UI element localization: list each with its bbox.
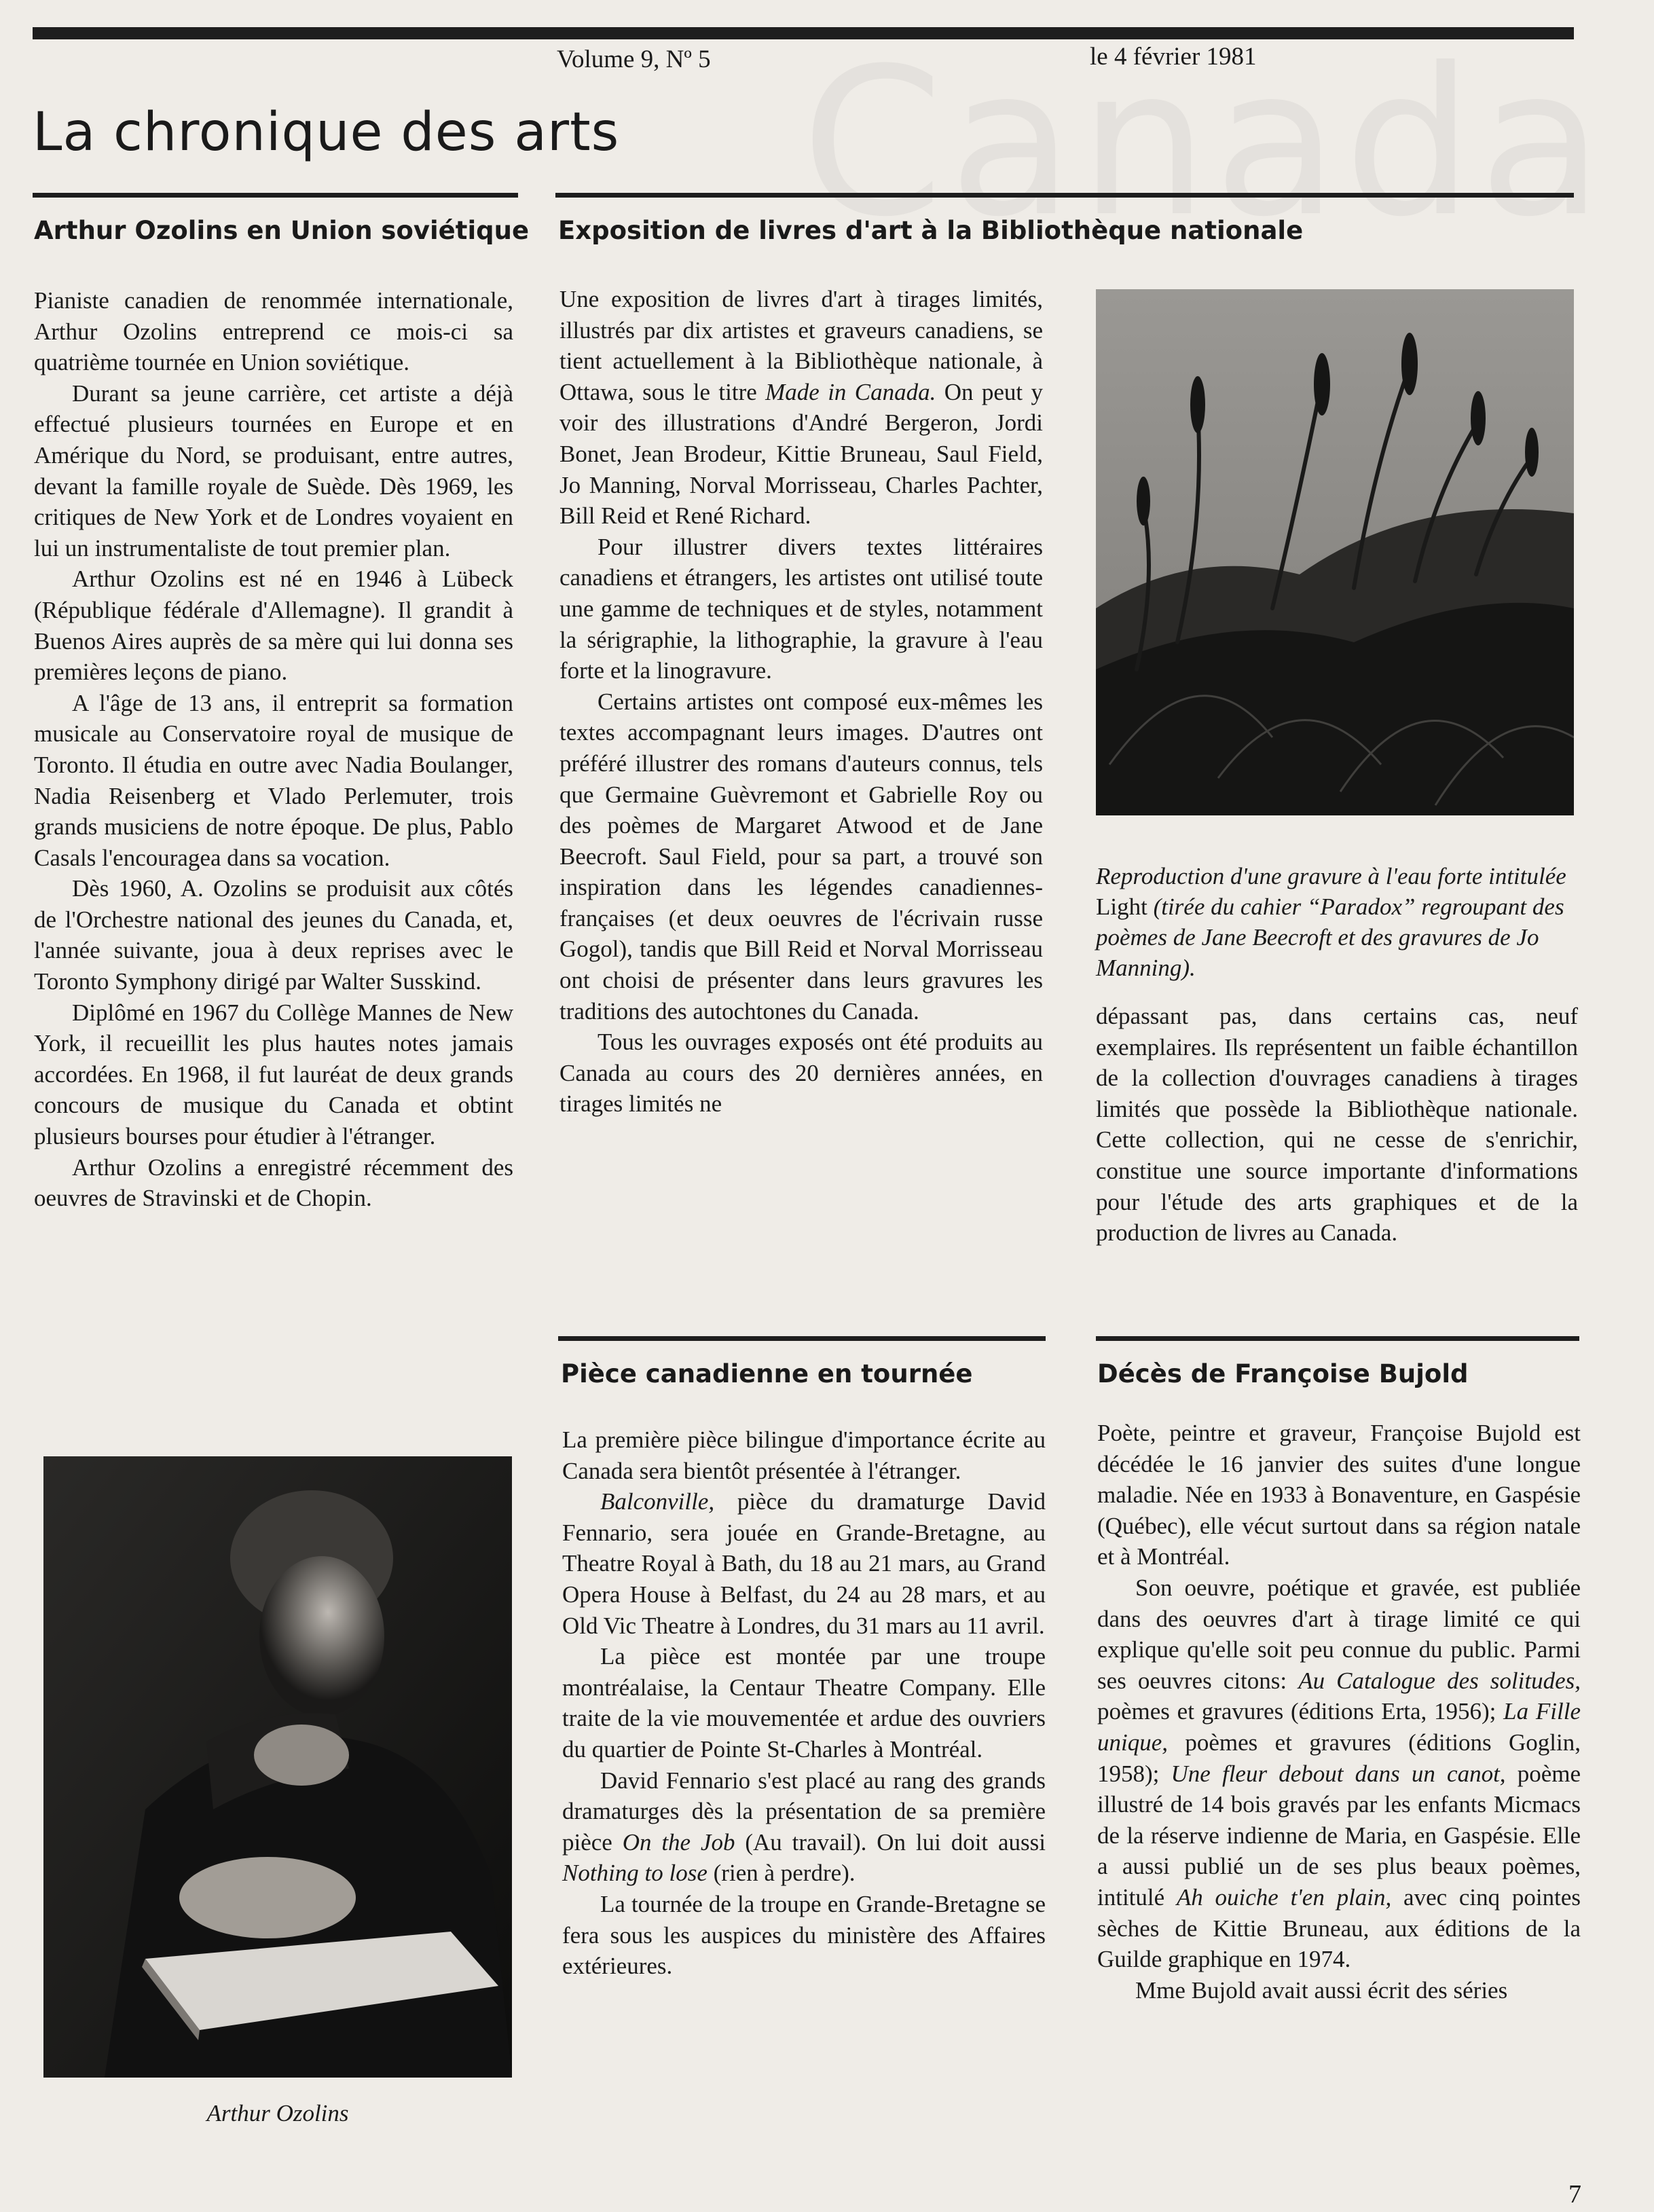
piece-article (562, 1424, 1046, 1982)
play-title: Balconville, (600, 1488, 715, 1515)
play-title: Nothing to lose (562, 1860, 707, 1887)
text-run: On peut y voir des illustrations d'André Bergeron, Jordi Bonet, Jean Brodeur, Kittie Bruneau, Saul Field, Jo Manning, Norval Morrisseau, Charles Pachter, Bill Reid et René Richard. (559, 378, 1043, 530)
paragraph: Certains artistes ont composé eux-mêmes les textes accompagnant leurs images. D'autres ont préféré illustrer des romans d'auteurs connus, tels que Germaine Guèvremont et Gabrielle Roy ou des poèmes de Margaret Atwood et de Jane Beecroft. Saul Field, pour sa part, a trouvé son inspiration dans les légendes canadiennes-françaises (et deux oeuvres de l'écrivain russe Gogol), tandis que Bill Reid et Norval Morrisseau ont choisi de présenter dans leurs gravures les traditions des autochtones du Canada. (559, 688, 1043, 1025)
artwork-title: Light (1096, 893, 1147, 920)
exposition-headline: Exposition de livres d'art à la Bibliothèque nationale (558, 216, 1304, 245)
text-run: David Fennario s'est placé au rang des grands dramaturges dès la présentation de sa première pièce (562, 1767, 1046, 1856)
masthead-title: La chronique des arts (33, 102, 620, 163)
paragraph: Poète, peintre et graveur, Françoise Bujold est décédée le 16 janvier des suites d'une longue maladie. Née en 1933 à Bonaventure, en Gaspésie (Québec), elle vécut surtout dans sa région natale et à Montréal. (1097, 1420, 1581, 1570)
page-number: 7 (1568, 2180, 1581, 2209)
bujold-article (1097, 1418, 1581, 2006)
paragraph: Diplômé en 1967 du Collège Mannes de New York, il recueillit les plus hautes notes jamais accordées. En 1968, il fut lauréat de deux grands concours de musique du Canada et obtint plusieurs bourses pour étudier à l'étranger. (34, 999, 513, 1150)
paragraph (562, 1486, 1046, 1641)
paragraph: Pour illustrer divers textes littéraires canadiens et étrangers, les artistes ont utilisé toute une gamme de techniques et de styles, notamment la sérigraphie, la lithographie, la gravure à l'eau forte et la linogravure. (559, 533, 1043, 684)
section-rule (33, 193, 518, 198)
text-run: poèmes et gravures (éditions Goglin, 1958); (1097, 1729, 1581, 1787)
engraving-image (1096, 289, 1574, 815)
text-run: Une exposition de livres d'art à tirages limités, illustrés par dix artistes et graveurs canadiens, se tient actuellement à la Bibliothèque nationale, à Ottawa, sous le titre (559, 286, 1043, 405)
exhibition-title: Made in Canada. (765, 378, 936, 405)
work-title: La Fille unique, (1097, 1698, 1581, 1756)
work-title: Une fleur debout dans un canot, (1171, 1760, 1506, 1787)
text-run: (rien à perdre). (707, 1860, 856, 1887)
text-run: Son oeuvre, poétique et gravée, est publiée dans des oeuvres d'art à tirage limité ce qui explique qu'elle soit peu connue du public. Parmi ses oeuvres citons: (1097, 1574, 1581, 1694)
section-rule (1096, 1336, 1579, 1341)
paragraph: La tournée de la troupe en Grande-Bretagne se fera sous les auspices du ministère des Affaires extérieures. (562, 1890, 1046, 1980)
paragraph (559, 284, 1043, 532)
pianist-photo-image (43, 1456, 512, 2078)
grass-engraving-illustration (1096, 289, 1574, 815)
paragraph: La pièce est montée par une troupe montréalaise, la Centaur Theatre Company. Elle traite de la vie mouvementée et ardue des ouvriers du quartier de Pointe St-Charles à Montréal. (562, 1643, 1046, 1763)
ozolins-headline: Arthur Ozolins en Union soviétique (34, 216, 530, 245)
paragraph: Arthur Ozolins a enregistré récemment des oeuvres de Stravinski et de Chopin. (34, 1154, 513, 1212)
issue-number: Volume 9, Nº 5 (557, 45, 711, 73)
play-title: On the Job (622, 1828, 735, 1856)
ozolins-photo (43, 1456, 512, 2078)
paragraph: Durant sa jeune carrière, cet artiste a déjà effectué plusieurs tournées en Europe et en Amérique du Nord, se produisant, entre autres, devant la famille royale de Suède. Dès 1969, les critiques de New York et de Londres voyaient en lui un instrumentaliste de tout premier plan. (34, 380, 513, 561)
paragraph: Mme Bujold avait aussi écrit des séries (1135, 1976, 1508, 2004)
paragraph (1097, 1572, 1581, 1975)
ozolins-photo-caption: Arthur Ozolins (206, 2100, 349, 2126)
text-run: (Au travail). On lui doit aussi (735, 1828, 1046, 1856)
engraving-caption (1096, 861, 1578, 983)
text-run: Reproduction d'une gravure à l'eau forte intitulée (1096, 863, 1566, 889)
text-run: avec cinq pointes sèches de Kittie Bruneau, aux éditions de la Guilde graphique en 1974. (1097, 1883, 1581, 1973)
exposition-article (559, 284, 1043, 1120)
paragraph: dépassant pas, dans certains cas, neuf exemplaires. Ils représentent un faible échantillon de la collection d'ouvrages canadiens à tirages limités que possède la Bibliothèque nationale. Cette collection, qui ne cesse de s'enrichir, constitue une source importante d'informations pour l'étude des arts graphiques et de la production de livres au Canada. (1096, 1003, 1578, 1247)
text-run: (tirée du cahier “Paradox” regroupant des poèmes de Jane Beecroft et des gravures de Jo Manning). (1096, 893, 1564, 981)
piece-headline: Pièce canadienne en tournée (561, 1359, 973, 1388)
top-rule (33, 27, 1574, 39)
paragraph: Pianiste canadien de renommée internationale, Arthur Ozolins entreprend ce mois-ci sa quatrième tournée en Union soviétique. (34, 287, 513, 376)
work-title: Au Catalogue des solitudes, (1298, 1667, 1581, 1694)
paragraph (562, 1765, 1046, 1889)
paragraph: Dès 1960, A. Ozolins se produisit aux côtés de l'Orchestre national des jeunes du Canada, et, l'année suivante, joua à deux reprises avec le Toronto Symphony dirigé par Walter Susskind. (34, 875, 513, 995)
section-rule (555, 193, 1574, 198)
paragraph: Arthur Ozolins est né en 1946 à Lübeck (République fédérale d'Allemagne). Il grandit à Buenos Aires auprès de sa mère qui lui donna ses premières leçons de piano. (34, 566, 513, 686)
text-run: poèmes et gravures (éditions Erta, 1956); (1097, 1698, 1504, 1725)
bujold-headline: Décès de Françoise Bujold (1097, 1359, 1469, 1388)
paragraph: La première pièce bilingue d'importance écrite au Canada sera bientôt présentée à l'étranger. (562, 1426, 1046, 1484)
ozolins-article (34, 285, 513, 1214)
paragraph: A l'âge de 13 ans, il entreprit sa formation musicale au Conservatoire royal de musique de Toronto. Il étudia en outre avec Nadia Boulanger, Nadia Reisenberg et Vlado Perlemuter, trois grands musiciens de notre époque. De plus, Pablo Casals l'encouragea dans sa vocation. (34, 689, 513, 871)
paragraph: Tous les ouvrages exposés ont été produits au Canada au cours des 20 dernières années, en tirages limités ne (559, 1029, 1043, 1118)
work-title: Ah ouiche t'en plain, (1176, 1883, 1392, 1911)
text-run: poème illustré de 14 bois gravés par les enfants Micmacs de la réserve indienne de Maria, en Gaspésie. Elle a aussi publié un de ses plus beaux poèmes, intitulé (1097, 1760, 1581, 1911)
issue-date: le 4 février 1981 (1090, 43, 1257, 71)
section-rule (558, 1336, 1046, 1341)
text-run: pièce du dramaturge David Fennario, sera jouée en Grande-Bretagne, au Theatre Royal à Bath, du 18 au 21 mars, au Grand Opera House à Belfast, du 24 au 28 mars, et au Old Vic Theatre à Londres, du 31 mars au 11 avril. (562, 1488, 1046, 1639)
exposition-continuation (1096, 1001, 1578, 1249)
